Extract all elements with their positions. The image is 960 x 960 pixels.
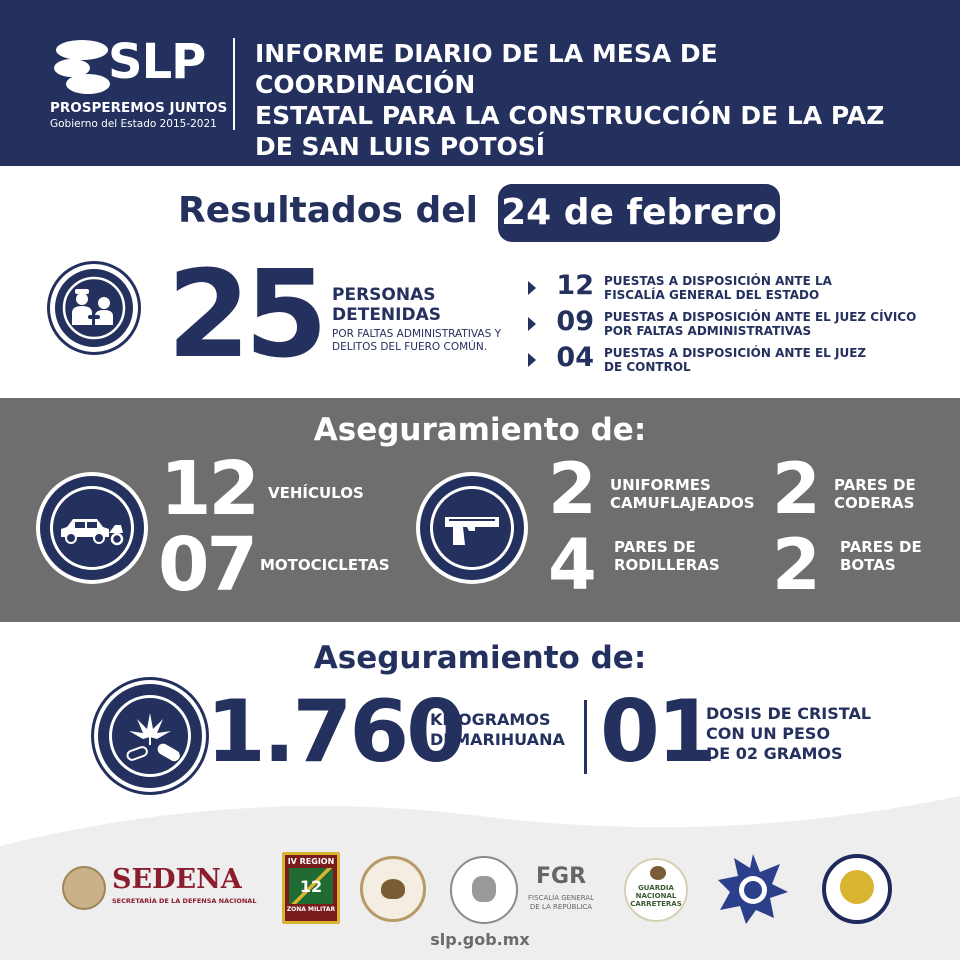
disposition-text-line: PUESTAS A DISPOSICIÓN ANTE LA <box>604 274 832 288</box>
slp-logo-icon <box>52 38 112 96</box>
disposition-count: 09 <box>556 306 594 337</box>
guardia-carreteras-text <box>626 884 686 908</box>
arrest-icon <box>50 264 138 352</box>
results-title: Resultados del <box>178 190 479 231</box>
disposition-count: 12 <box>556 270 594 301</box>
eagle-icon <box>472 876 496 902</box>
sedena-subtitle: SECRETARÍA DE LA DEFENSA NACIONAL <box>112 897 257 905</box>
police-star-icon <box>716 852 790 926</box>
pistol-icon <box>420 476 524 580</box>
seizures-title: Aseguramiento de: <box>313 412 647 448</box>
boots-label-line: PARES DE <box>840 538 922 556</box>
knee-pads-count: 4 <box>548 524 597 606</box>
disposition-text <box>604 310 954 338</box>
fgr-subtitle-line: DE LA REPÚBLICA <box>529 903 593 911</box>
arrow-right-icon <box>528 281 536 295</box>
boots-label-line: BOTAS <box>840 556 896 574</box>
drug-divider <box>584 700 587 774</box>
detained-count: 25 <box>167 246 322 385</box>
detained-sublabel-line: POR FALTAS ADMINISTRATIVAS Y <box>332 328 501 340</box>
guardia-nacional-seal <box>360 856 426 922</box>
fgr-logo: FGR <box>535 864 587 889</box>
header-divider <box>233 38 235 130</box>
crystal-label-line: CON UN PESO <box>706 724 831 743</box>
disposition-item <box>528 344 948 376</box>
uniforms-count: 2 <box>548 448 597 530</box>
eagle-icon <box>650 866 666 880</box>
disposition-text-line: PUESTAS A DISPOSICIÓN ANTE EL JUEZ CÍVICO <box>604 310 917 324</box>
mexico-coat-of-arms-icon <box>450 856 518 924</box>
vehicles-label: VEHÍCULOS <box>268 484 364 502</box>
marijuana-label <box>430 710 580 750</box>
guardia-carreteras-line: NACIONAL <box>635 892 677 900</box>
disposition-text-line: POR FALTAS ADMINISTRATIVAS <box>604 324 812 338</box>
knee-pads-label <box>614 538 720 574</box>
disposition-count: 04 <box>556 342 594 373</box>
fiscalia-estado-logo <box>822 854 892 924</box>
motorcycles-label: MOTOCICLETAS <box>260 556 390 574</box>
vehicles-count: 12 <box>160 446 257 532</box>
fgr-subtitle <box>524 894 598 912</box>
logo-slogan: PROSPEREMOS JUNTOS <box>50 100 228 116</box>
logo-subtitle: Gobierno del Estado 2015-2021 <box>50 118 217 130</box>
scales-of-justice-icon <box>840 870 874 904</box>
arrow-right-icon <box>528 317 536 331</box>
sedena-logo: SEDENA <box>112 864 242 895</box>
eagle-icon <box>381 879 405 899</box>
boots-label <box>840 538 922 574</box>
report-title-line: DE SAN LUIS POTOSÍ <box>255 132 546 161</box>
marijuana-amount: 1.760 <box>206 682 464 782</box>
disposition-item <box>528 272 948 304</box>
crystal-amount: 01 <box>600 682 714 782</box>
uniforms-label <box>610 476 755 512</box>
detained-label <box>332 285 512 325</box>
detained-sublabel-line: DELITOS DEL FUERO COMÚN. <box>332 341 488 353</box>
knee-pads-label-line: RODILLERAS <box>614 556 720 574</box>
drugs-icon <box>98 684 202 788</box>
disposition-text-line: DE CONTROL <box>604 360 691 374</box>
guardia-carreteras-logo <box>624 858 688 922</box>
uniforms-label-line: CAMUFLAJEADOS <box>610 494 755 512</box>
marijuana-label-line: DEMARIHUANA <box>430 730 565 749</box>
report-title-line: ESTATAL PARA LA CONSTRUCCIÓN DE LA PAZ <box>255 101 885 130</box>
zona-region: IV REGION <box>287 857 335 866</box>
disposition-item <box>528 308 948 340</box>
mexico-seal-icon <box>62 866 106 910</box>
zona-label: ZONA MILITAR <box>286 906 336 913</box>
car-motorcycle-icon <box>40 476 144 580</box>
elbow-pads-label-line: PARES DE <box>834 476 916 494</box>
crystal-label-line: DE 02 GRAMOS <box>706 744 843 763</box>
crystal-label <box>706 704 906 764</box>
disposition-text <box>604 346 954 374</box>
slp-logo-text: SLP <box>108 34 206 90</box>
header-banner <box>0 0 960 166</box>
disposition-text <box>604 274 954 302</box>
detained-label-line: DETENIDAS <box>332 305 441 325</box>
drug-seizures-title: Aseguramiento de: <box>313 640 647 676</box>
results-date-badge: 24 de febrero <box>498 184 780 242</box>
guardia-carreteras-line: CARRETERAS <box>630 900 682 908</box>
elbow-pads-count: 2 <box>772 448 821 530</box>
zona-number: 12 <box>289 868 333 904</box>
elbow-pads-label-line: CODERAS <box>834 494 915 512</box>
guardia-carreteras-line: GUARDIA <box>638 884 674 892</box>
disposition-text-line: PUESTAS A DISPOSICIÓN ANTE EL JUEZ <box>604 346 867 360</box>
zona-militar-badge <box>282 852 340 924</box>
boots-count: 2 <box>772 524 821 606</box>
marijuana-label-line: KILOGRAMOS <box>430 710 551 729</box>
fgr-subtitle-line: FISCALÍA GENERAL <box>528 894 594 902</box>
uniforms-label-line: UNIFORMES <box>610 476 711 494</box>
arrow-right-icon <box>528 353 536 367</box>
report-title-line: INFORME DIARIO DE LA MESA DE COORDINACIÓN <box>255 39 718 99</box>
knee-pads-label-line: PARES DE <box>614 538 696 556</box>
crystal-label-line: DOSIS DE CRISTAL <box>706 704 872 723</box>
detained-sublabel <box>332 328 532 354</box>
report-title <box>255 38 945 162</box>
elbow-pads-label <box>834 476 916 512</box>
website-url[interactable]: slp.gob.mx <box>430 930 530 949</box>
detained-label-line: PERSONAS <box>332 285 436 305</box>
disposition-text-line: FISCALÍA GENERAL DEL ESTADO <box>604 288 820 302</box>
motorcycles-count: 07 <box>158 522 255 608</box>
